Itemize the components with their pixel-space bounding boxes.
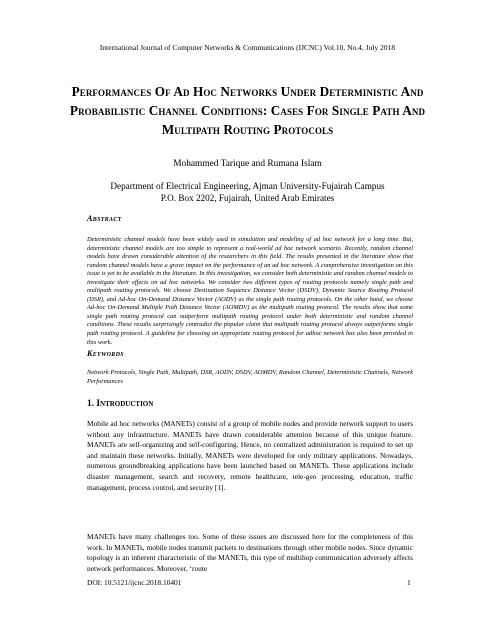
footer-doi: DOI: 10.5121/ijcnc.2018.10401: [87, 578, 182, 587]
introduction-paragraph-2: MANETs have many challenges too. Some of these issues are discussed here for the completeness of this work. In MANETs, mobile nodes transmit packets to destinations through other mobile nodes. Since dynamic topology is an inherent characteristic of the MANETs, this type of multihop communication adversely affects network performances. Moreover, ‘route: [87, 532, 413, 573]
paper-authors: Mohammed Tarique and Rumana Islam: [173, 159, 322, 169]
page-number: 1: [407, 578, 411, 587]
abstract-heading: Abstract: [87, 214, 122, 223]
journal-header: International Journal of Computer Networks & Communications (IJCNC) Vol.10, No.4, July 2018: [99, 43, 396, 52]
introduction-paragraph-1: Mobile ad hoc networks (MANETs) consist of a group of mobile nodes and provide network support to users without any infrastructure. MANETs have drawn considerable attention because of this unique feature. MANETs are self-organizing and self-configuring. Hence, no centralized administration is required to set up and maintain these networks. Initially, MANETs were developed for only military applications. Nowadays, numerous groundbreaking applications have been launched based on MANETs. These applications include disaster management, search and recovery, remote healthcare, tele-geo processing, education, traffic management, process control, and security [1].: [87, 419, 413, 492]
affiliation-line-2: P.O. Box 2202, Fujairah, United Arab Emirates: [160, 193, 335, 203]
author-affiliation: [0, 180, 495, 204]
keywords-text: Network Protocols, Single Path, Multipath, DSR, AODV, DSDV, AOMDV, Random Channel, Deterministic Channels, Network Performances: [87, 369, 413, 385]
affiliation-line-1: Department of Electrical Engineering, Ajman University-Fujairah Campus: [110, 181, 385, 191]
introduction-heading: 1. Introduction: [87, 399, 154, 409]
paper-title: Performances Of Ad Hoc Networks Under Deterministic And Probabilistic Channel Conditions: Cases For Single Path And Multipath Routing Protocols: [69, 84, 426, 137]
keywords-heading: Keywords: [87, 349, 124, 358]
abstract-text: Deterministic channel models have been widely used in simulation and modeling of ad hoc network for a long time. But, deterministic channel models are too simple to represent a real-world ad hoc network scenario. Recently, random channel models have drawn considerable attention of the researchers in this field. The results presented in the literature show that random channel models have a grave impact on the performance of an ad hoc network. A comprehensive investigation on this issue is yet to be available in the literature. In this investigation, we consider both deterministic and random channel models to investigate their effects on ad hoc networks. We consider two different types of routing protocols namely single path and multipath routing protocols. We choose Destination Sequence Distance Vector (DSDV), Dynamic Source Routing Protocol (DSR), and Ad-hoc On-Demand Distance Vector (AODV) as the single path routing protocols. On the other hand, we choose Ad-hoc On-Demand Multiple Path Distance Vector (AOMDV) as the multipath routing protocol. The results show that some single path routing protocol can outperform multipath routing protocol under both deterministic and random channel conditions. These results surprisingly contradict the popular claim that multipath routing protocol always outperforms single path routing protocol. A guideline for choosing an appropriate routing protocol for adhoc network has also been provided in this work.: [87, 236, 413, 346]
